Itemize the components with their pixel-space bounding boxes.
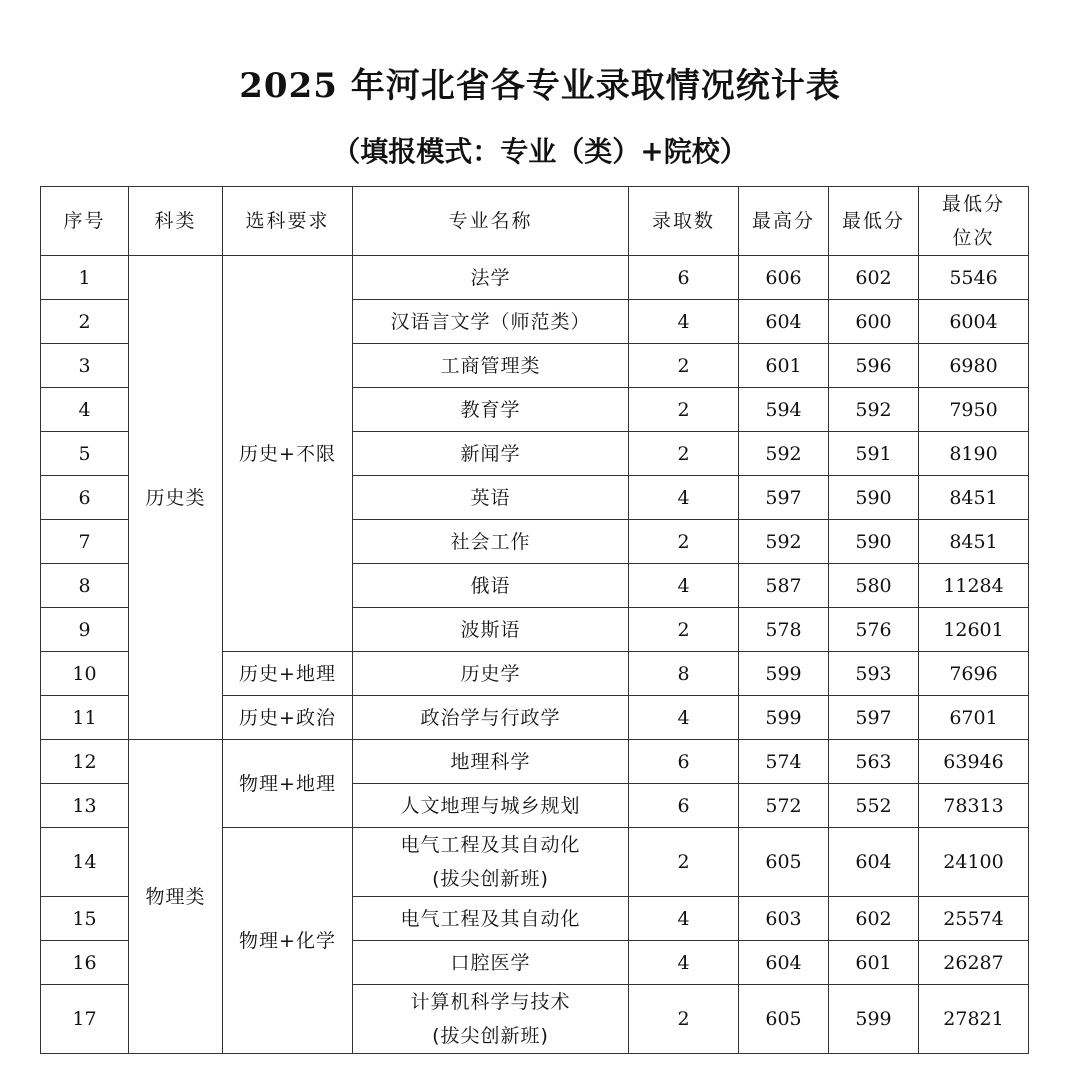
row-major-line2: (拔尖创新班) (432, 1025, 549, 1047)
row-highest: 603 (739, 897, 829, 941)
row-highest: 601 (739, 344, 829, 388)
row-rank: 8451 (919, 476, 1029, 520)
row-rank: 12601 (919, 608, 1029, 652)
row-admitted: 2 (629, 432, 739, 476)
row-admitted: 2 (629, 388, 739, 432)
row-major: 法学 (353, 256, 629, 300)
page-title: 2025 年河北省各专业录取情况统计表 (239, 66, 841, 106)
row-admitted: 4 (629, 300, 739, 344)
row-major: 地理科学 (353, 740, 629, 784)
row-major: 新闻学 (353, 432, 629, 476)
row-highest: 606 (739, 256, 829, 300)
row-admitted: 4 (629, 564, 739, 608)
row-rank: 11284 (919, 564, 1029, 608)
row-major: 俄语 (353, 564, 629, 608)
row-lowest: 593 (829, 652, 919, 696)
row-rank: 25574 (919, 897, 1029, 941)
row-rank: 8190 (919, 432, 1029, 476)
requirement-history-none: 历史+不限 (223, 256, 353, 652)
row-index: 8 (41, 564, 129, 608)
row-highest: 604 (739, 941, 829, 985)
header-lowest-score: 最低分 (829, 187, 919, 256)
row-lowest: 592 (829, 388, 919, 432)
row-lowest: 591 (829, 432, 919, 476)
row-highest: 587 (739, 564, 829, 608)
row-index: 16 (41, 941, 129, 985)
row-rank: 24100 (919, 828, 1029, 897)
row-rank: 63946 (919, 740, 1029, 784)
row-lowest: 602 (829, 897, 919, 941)
header-category: 科类 (129, 187, 223, 256)
row-highest: 599 (739, 652, 829, 696)
row-highest: 592 (739, 520, 829, 564)
row-highest: 592 (739, 432, 829, 476)
row-major: 汉语言文学（师范类） (353, 300, 629, 344)
row-rank: 7950 (919, 388, 1029, 432)
table-row (41, 740, 1029, 784)
row-admitted: 2 (629, 608, 739, 652)
row-lowest: 576 (829, 608, 919, 652)
header-admitted-count: 录取数 (629, 187, 739, 256)
header-lowest-rank (919, 187, 1029, 256)
row-highest: 572 (739, 784, 829, 828)
row-major (353, 985, 629, 1054)
row-rank: 27821 (919, 985, 1029, 1054)
row-rank: 6980 (919, 344, 1029, 388)
row-admitted: 4 (629, 696, 739, 740)
row-major: 人文地理与城乡规划 (353, 784, 629, 828)
header-lowest-rank-line1: 最低分 (941, 193, 1005, 215)
row-admitted: 8 (629, 652, 739, 696)
table-header-row (41, 187, 1029, 256)
row-rank: 6701 (919, 696, 1029, 740)
row-major: 口腔医学 (353, 941, 629, 985)
category-physics: 物理类 (129, 740, 223, 1054)
row-index: 7 (41, 520, 129, 564)
row-highest: 604 (739, 300, 829, 344)
row-highest: 599 (739, 696, 829, 740)
row-major: 英语 (353, 476, 629, 520)
row-major: 历史学 (353, 652, 629, 696)
row-highest: 597 (739, 476, 829, 520)
row-admitted: 4 (629, 941, 739, 985)
row-rank: 6004 (919, 300, 1029, 344)
row-rank: 78313 (919, 784, 1029, 828)
row-index: 3 (41, 344, 129, 388)
row-rank: 7696 (919, 652, 1029, 696)
row-major: 波斯语 (353, 608, 629, 652)
row-highest: 574 (739, 740, 829, 784)
row-lowest: 604 (829, 828, 919, 897)
row-highest: 605 (739, 828, 829, 897)
row-index: 12 (41, 740, 129, 784)
table-row (41, 256, 1029, 300)
row-major: 工商管理类 (353, 344, 629, 388)
requirement-physics-chemistry: 物理+化学 (223, 828, 353, 1054)
row-index: 5 (41, 432, 129, 476)
row-major (353, 828, 629, 897)
row-highest: 605 (739, 985, 829, 1054)
admission-table (40, 186, 1029, 1054)
row-major: 教育学 (353, 388, 629, 432)
requirement-physics-geography: 物理+地理 (223, 740, 353, 828)
row-lowest: 597 (829, 696, 919, 740)
row-highest: 594 (739, 388, 829, 432)
row-lowest: 599 (829, 985, 919, 1054)
row-lowest: 602 (829, 256, 919, 300)
row-admitted: 2 (629, 828, 739, 897)
row-lowest: 601 (829, 941, 919, 985)
row-admitted: 2 (629, 344, 739, 388)
row-index: 14 (41, 828, 129, 897)
header-major-name: 专业名称 (353, 187, 629, 256)
row-index: 4 (41, 388, 129, 432)
header-index: 序号 (41, 187, 129, 256)
row-index: 15 (41, 897, 129, 941)
row-highest: 578 (739, 608, 829, 652)
header-lowest-rank-line2: 位次 (952, 227, 995, 249)
requirement-history-geography: 历史+地理 (223, 652, 353, 696)
row-admitted: 6 (629, 740, 739, 784)
row-major-line2: (拔尖创新班) (432, 868, 549, 890)
row-admitted: 6 (629, 784, 739, 828)
row-index: 13 (41, 784, 129, 828)
header-subject-requirement: 选科要求 (223, 187, 353, 256)
row-lowest: 590 (829, 476, 919, 520)
row-lowest: 600 (829, 300, 919, 344)
row-admitted: 2 (629, 985, 739, 1054)
row-lowest: 552 (829, 784, 919, 828)
row-major-line1: 计算机科学与技术 (410, 991, 571, 1013)
row-rank: 26287 (919, 941, 1029, 985)
page-subtitle: （填报模式：专业（类）+院校） (332, 135, 748, 168)
row-index: 17 (41, 985, 129, 1054)
row-major: 政治学与行政学 (353, 696, 629, 740)
row-admitted: 2 (629, 520, 739, 564)
row-index: 11 (41, 696, 129, 740)
row-admitted: 6 (629, 256, 739, 300)
row-lowest: 580 (829, 564, 919, 608)
requirement-history-politics: 历史+政治 (223, 696, 353, 740)
category-history: 历史类 (129, 256, 223, 740)
row-admitted: 4 (629, 476, 739, 520)
row-lowest: 596 (829, 344, 919, 388)
row-major-line1: 电气工程及其自动化 (400, 834, 581, 856)
row-major: 电气工程及其自动化 (353, 897, 629, 941)
row-lowest: 563 (829, 740, 919, 784)
row-major: 社会工作 (353, 520, 629, 564)
row-rank: 5546 (919, 256, 1029, 300)
row-index: 6 (41, 476, 129, 520)
row-rank: 8451 (919, 520, 1029, 564)
row-index: 2 (41, 300, 129, 344)
row-lowest: 590 (829, 520, 919, 564)
row-index: 9 (41, 608, 129, 652)
row-index: 10 (41, 652, 129, 696)
header-highest-score: 最高分 (739, 187, 829, 256)
row-index: 1 (41, 256, 129, 300)
row-admitted: 4 (629, 897, 739, 941)
